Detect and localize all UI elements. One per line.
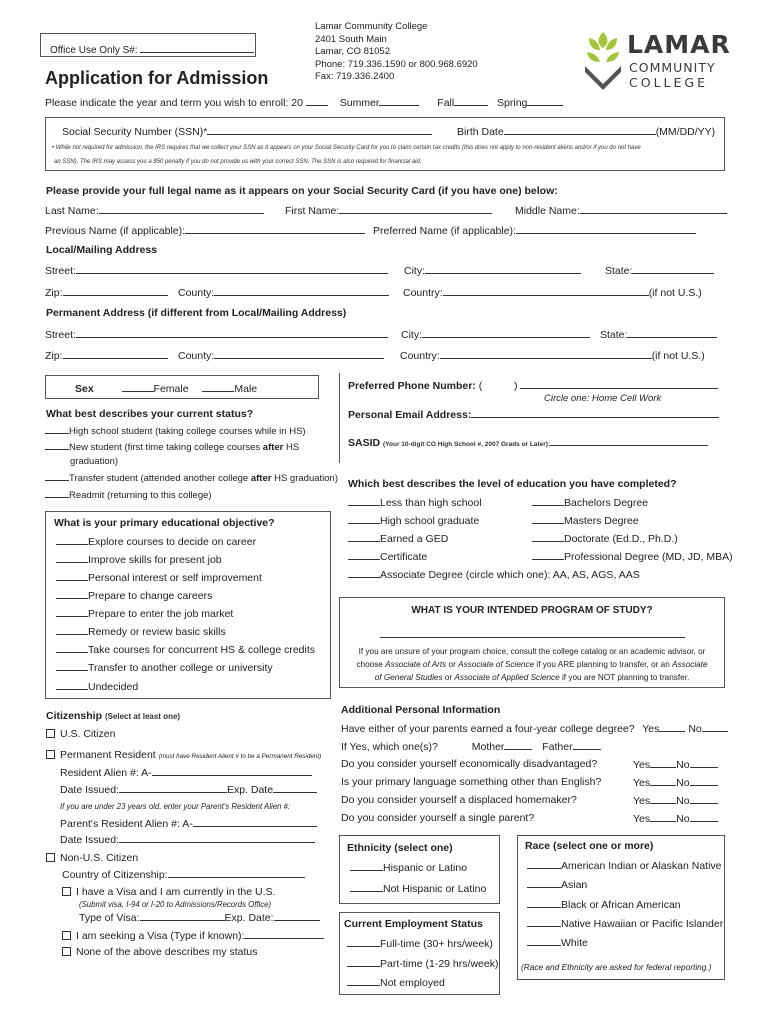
citizenship-heading: Citizenship — [46, 710, 103, 722]
single-parent-yesno[interactable] — [633, 812, 718, 825]
race-item-label: American Indian or Alaskan Native — [561, 860, 722, 872]
edu-item[interactable] — [348, 568, 640, 581]
objective-item[interactable] — [56, 607, 233, 620]
program-note-2f: Associate — [672, 660, 708, 669]
non-us-label: Non-U.S. Citizen — [60, 852, 139, 864]
single-parent-q: Do you consider yourself a single parent? — [341, 812, 535, 824]
alien-number-label: Resident Alien #: A- — [60, 767, 152, 779]
fall-field[interactable] — [454, 96, 488, 106]
term-row — [45, 96, 563, 109]
contact-box-border — [339, 373, 340, 463]
objective-item-label: Undecided — [88, 681, 139, 693]
employment-heading: Current Employment Status — [344, 918, 483, 930]
email-label: Personal Email Address: — [348, 409, 472, 421]
country-citizenship-field[interactable] — [62, 868, 305, 881]
ethnicity-item-label: Not Hispanic or Latino — [383, 883, 487, 895]
parents-no-field[interactable] — [702, 722, 728, 732]
program-note-2d: Associate of Science — [458, 660, 535, 669]
parent-alien-label: Parent's Resident Alien #: A- — [60, 818, 193, 830]
edu-item-label: Doctorate (Ed.D., Ph.D.) — [564, 533, 678, 545]
edu-item[interactable] — [532, 532, 678, 545]
race-item-label: Asian — [561, 879, 588, 891]
perm-street-label: Street: — [45, 329, 76, 341]
ssn-note-2: an SSN). The IRS may assess you a $50 penalty if you do not provide us with your correct SSN. The SSN is also required for financial aid. — [54, 159, 422, 165]
employment-item-label: Not employed — [380, 977, 445, 989]
edu-item[interactable] — [532, 550, 733, 563]
race-item[interactable] — [527, 936, 588, 949]
objective-item-label: Improve skills for present job — [88, 554, 222, 566]
employment-item[interactable] — [347, 957, 498, 970]
father-field[interactable] — [573, 740, 601, 750]
program-note-2c: or — [446, 660, 459, 669]
status-opt-transfer[interactable] — [45, 471, 338, 484]
sex-row — [75, 382, 257, 395]
office-use-label: Office Use Only S#: — [50, 45, 141, 56]
no-label: No — [676, 795, 690, 807]
objective-item-label: Prepare to change careers — [88, 590, 213, 602]
employment-item[interactable] — [347, 976, 445, 989]
term-summer: Summer — [339, 97, 380, 109]
exp-date-label: Exp. Date — [226, 784, 274, 796]
local-country-field[interactable] — [403, 286, 702, 299]
disadvantaged-q: Do you consider yourself economically disadvantaged? — [341, 758, 598, 770]
previous-name-field[interactable] — [45, 224, 365, 237]
none-checkbox[interactable] — [62, 947, 71, 956]
employment-item-label: Full-time (30+ hrs/week) — [380, 938, 493, 950]
female-field[interactable] — [122, 382, 154, 392]
status-opt-readmit-label: Readmit (returning to this college) — [69, 490, 212, 501]
parents-degree-q — [341, 722, 728, 735]
objective-item-label: Transfer to another college or university — [88, 662, 273, 674]
no-label: No — [676, 759, 690, 771]
leaf-logo-icon — [583, 28, 623, 90]
ethnicity-item[interactable] — [350, 882, 486, 895]
visa-option[interactable] — [62, 886, 275, 898]
sex-label: Sex — [75, 383, 94, 395]
additional-heading: Additional Personal Information — [341, 704, 501, 716]
program-note-1: If you are unsure of your program choice, consult the college catalog or an academic advisor, or — [358, 647, 706, 656]
parents-no-label: No — [688, 723, 702, 735]
program-note-3a: of General Studies — [374, 673, 443, 682]
objective-item-label: Take courses for concurrent HS & college credits — [88, 644, 316, 656]
visa-exp-label: Exp. Date: — [224, 912, 274, 924]
visa-label: I have a Visa and I am currently in the U.S. — [76, 886, 276, 898]
ssn-label: Social Security Number (SSN)* — [62, 126, 208, 138]
middle-name-label: Middle Name: — [515, 205, 580, 217]
college-name: Lamar Community College — [315, 21, 428, 32]
status-opt-new-label-b: after — [262, 442, 284, 453]
us-citizen-option[interactable] — [46, 728, 115, 740]
logo-college: COLLEGE — [629, 75, 708, 90]
first-name-field[interactable] — [285, 204, 492, 217]
us-citizen-label: U.S. Citizen — [60, 728, 116, 740]
mother-label: Mother — [471, 741, 505, 753]
edu-item-label: Professional Degree (MD, JD, MBA) — [564, 551, 733, 563]
visa-hint: (Submit visa, I-94 or I-20 to Admissions/Records Office) — [79, 900, 272, 909]
year-field[interactable] — [306, 96, 328, 106]
program-note-3c: Associate of Applied Science — [454, 673, 560, 682]
citizenship-heading-row — [46, 710, 180, 722]
office-use-field[interactable] — [50, 43, 254, 56]
mother-field[interactable] — [504, 740, 532, 750]
local-zip-label: Zip: — [45, 287, 63, 299]
male-field[interactable] — [202, 382, 234, 392]
college-fax: Fax: 719.336.2400 — [315, 71, 395, 82]
yes-label: Yes — [633, 777, 651, 789]
homemaker-q: Do you consider yourself a displaced homemaker? — [341, 794, 577, 806]
disadvantaged-yesno[interactable] — [633, 758, 718, 771]
non-us-option[interactable] — [46, 852, 138, 864]
status-opt-transfer-label-b: after — [250, 473, 272, 484]
edu-item-label: Masters Degree — [564, 515, 639, 527]
yes-label: Yes — [633, 795, 651, 807]
edu-item[interactable] — [532, 514, 639, 527]
ethnicity-heading: Ethnicity (select one) — [347, 842, 453, 854]
local-city-label: City: — [404, 265, 425, 277]
program-note — [339, 645, 725, 684]
yes-label: Yes — [633, 813, 651, 825]
visa-checkbox[interactable] — [62, 887, 71, 896]
homemaker-yesno[interactable] — [633, 794, 718, 807]
parent-date-field[interactable] — [60, 833, 315, 846]
status-opt-transfer-label-c: HS graduation) — [271, 473, 338, 484]
objective-item[interactable] — [56, 625, 226, 638]
parent-date-label: Date Issued: — [60, 834, 119, 846]
ssn-field[interactable] — [62, 125, 432, 138]
race-item[interactable] — [527, 898, 681, 911]
objective-item[interactable] — [56, 661, 273, 674]
no-label: No — [676, 813, 690, 825]
local-state-label: State: — [605, 265, 633, 277]
edu-item-label: Earned a GED — [380, 533, 449, 545]
perm-resident-label: Permanent Resident — [60, 749, 156, 761]
edu-item[interactable] — [532, 496, 648, 509]
phone-paren-close: ) — [514, 380, 518, 392]
race-item[interactable] — [527, 917, 723, 930]
seeking-visa-checkbox[interactable] — [62, 931, 71, 940]
edu-item[interactable] — [348, 532, 448, 545]
non-us-checkbox[interactable] — [46, 853, 55, 862]
college-street: 2401 South Main — [315, 33, 387, 45]
program-note-3d: if you are NOT planning to transfer. — [559, 673, 690, 682]
last-name-field[interactable] — [45, 204, 264, 217]
edu-item[interactable] — [348, 496, 482, 509]
race-item-label: White — [561, 937, 588, 949]
parents-degree-label: Have either of your parents earned a four-year college degree? — [341, 723, 635, 735]
first-name-label: First Name: — [285, 205, 340, 217]
perm-resident-hint: (must have Resident Alient # to be a Permanent Resident) — [158, 753, 322, 760]
local-city-field[interactable] — [404, 264, 581, 277]
perm-zip-label: Zip: — [45, 350, 63, 362]
college-phone: Phone: 719.336.1590 or 800.968.6920 — [315, 58, 478, 70]
term-spring: Spring — [497, 97, 528, 109]
program-note-3b: or — [442, 673, 455, 682]
objective-item[interactable] — [56, 589, 212, 602]
logo-community: COMMUNITY — [629, 60, 716, 75]
edu-item[interactable] — [348, 550, 427, 563]
perm-state-label: State: — [600, 329, 628, 341]
local-country-label: Country: — [403, 287, 443, 299]
seeking-visa-label: I am seeking a Visa (Type if known): — [76, 930, 245, 942]
perm-county-field[interactable] — [178, 349, 384, 362]
edu-item-label: Certificate — [380, 551, 428, 563]
program-heading: WHAT IS YOUR INTENDED PROGRAM OF STUDY? — [411, 605, 653, 616]
ssn-note-1: • While not required for admission, the IRS requires that we collect your SSN as it appears on your Social Security Card for you to claim certain tax credits (this does not apply to non-resident aliens and/or if you do not have — [52, 145, 641, 151]
email-field[interactable] — [348, 408, 719, 421]
program-note-2a: choose — [356, 660, 386, 669]
local-not-us: (if not U.S.) — [648, 287, 702, 299]
birth-date-field[interactable] — [457, 125, 715, 138]
local-street-label: Street: — [45, 265, 76, 277]
objective-item[interactable] — [56, 535, 256, 548]
status-opt-new-label-c: HS — [283, 442, 300, 453]
logo-lamar: LAMAR — [627, 30, 731, 59]
parents-yes-field[interactable] — [659, 722, 685, 732]
ethnicity-item[interactable] — [350, 861, 467, 874]
female-label: Female — [153, 383, 189, 395]
perm-street-field[interactable] — [45, 328, 388, 341]
race-item[interactable] — [527, 878, 587, 891]
employment-item-label: Part-time (1-29 hrs/week) — [380, 958, 499, 970]
college-address — [315, 21, 478, 84]
edu-item-label: Bachelors Degree — [564, 497, 649, 509]
under23-note: If you are under 23 years old, enter your Parent's Resident Alien #: — [60, 802, 291, 811]
objective-item[interactable] — [56, 553, 222, 566]
status-opt-readmit[interactable] — [45, 488, 212, 501]
citizenship-hint: (Select at least one) — [104, 712, 181, 721]
employment-item[interactable] — [347, 937, 493, 950]
phone-field[interactable] — [348, 379, 718, 392]
sasid-hint: (Your 10-digit CO High School #, 2007 Grads or Later): — [383, 441, 551, 448]
education-heading: Which best describes the level of education you have completed? — [348, 478, 677, 490]
preferred-name-field[interactable] — [373, 224, 696, 237]
no-label: No — [676, 777, 690, 789]
date-issued-field[interactable] — [60, 783, 317, 796]
term-fall: Fall — [437, 97, 455, 109]
perm-state-field[interactable] — [600, 328, 717, 341]
local-county-field[interactable] — [178, 286, 389, 299]
summer-field[interactable] — [379, 96, 419, 106]
status-opt-new-label-a: New student (first time taking college courses — [69, 442, 263, 453]
perm-zip-field[interactable] — [45, 349, 168, 362]
program-note-2 — [339, 658, 725, 671]
program-note-2e: if you ARE planning to transfer, or an — [534, 660, 673, 669]
status-opt-new-cont: graduation) — [70, 456, 119, 467]
objective-item-label: Personal interest or self improvement — [88, 572, 262, 584]
status-heading: What best describes your current status? — [46, 408, 254, 420]
local-state-field[interactable] — [605, 264, 714, 277]
local-street-field[interactable] — [45, 264, 388, 277]
ethnicity-item-label: Hispanic or Latino — [383, 862, 468, 874]
perm-resident-option[interactable] — [46, 749, 321, 761]
birth-label: Birth Date — [457, 126, 504, 138]
objective-item-label: Remedy or review basic skills — [88, 626, 226, 638]
perm-resident-checkbox[interactable] — [46, 750, 55, 759]
race-note: (Race and Ethnicity are asked for federal reporting.) — [521, 962, 712, 972]
perm-city-label: City: — [401, 329, 422, 341]
objective-item[interactable] — [56, 680, 138, 693]
country-citizenship-label: Country of Citizenship: — [62, 869, 168, 881]
objective-heading: What is your primary educational objective? — [54, 517, 275, 529]
visa-type-field[interactable] — [79, 911, 320, 924]
none-label: None of the above describes my status — [76, 946, 258, 958]
language-q: Is your primary language something other than English? — [341, 776, 602, 788]
perm-not-us: (if not U.S.) — [651, 350, 705, 362]
edu-item-label: High school graduate — [380, 515, 480, 527]
edu-item[interactable] — [348, 514, 479, 527]
program-note-2b: Associate of Arts — [385, 660, 447, 669]
race-item-label: Native Hawaiian or Pacific Islander — [561, 918, 724, 930]
status-opt-new[interactable] — [45, 440, 299, 453]
phone-label: Preferred Phone Number: — [348, 380, 476, 392]
objective-item-label: Explore courses to decide on career — [88, 536, 257, 548]
perm-city-field[interactable] — [401, 328, 590, 341]
edu-item-label: Less than high school — [380, 497, 482, 509]
middle-name-field[interactable] — [515, 204, 727, 217]
which-parent-q — [341, 740, 601, 753]
which-parent-label: If Yes, which one(s)? — [341, 741, 438, 753]
college-logo — [583, 28, 733, 92]
none-option[interactable] — [62, 946, 258, 958]
male-label: Male — [234, 383, 258, 395]
yes-label: Yes — [633, 759, 651, 771]
perm-country-label: Country: — [400, 350, 440, 362]
sasid-label: SASID — [348, 437, 381, 449]
seeking-visa-option[interactable] — [62, 929, 324, 942]
status-opt-transfer-label-a: Transfer student (attended another college — [69, 473, 251, 484]
status-opt-hs[interactable] — [45, 424, 306, 437]
date-issued-label: Date Issued: — [60, 784, 119, 796]
local-heading: Local/Mailing Address — [46, 244, 158, 256]
perm-country-field[interactable] — [400, 349, 705, 362]
term-prompt: Please indicate the year and term you wish to enroll: 20 — [45, 97, 303, 109]
spring-field[interactable] — [527, 96, 563, 106]
objective-item[interactable] — [56, 571, 262, 584]
birth-format: (MM/DD/YY) — [655, 126, 716, 138]
parent-alien-field[interactable] — [60, 817, 317, 830]
alien-number-field[interactable] — [60, 766, 312, 779]
permanent-heading: Permanent Address (if different from Local/Mailing Address) — [46, 307, 347, 319]
status-opt-hs-label: High school student (taking college courses while in HS) — [69, 426, 306, 437]
sasid-field[interactable] — [348, 436, 708, 449]
program-field[interactable] — [380, 628, 685, 638]
objective-item[interactable] — [56, 643, 315, 656]
us-citizen-checkbox[interactable] — [46, 729, 55, 738]
local-county-label: County: — [178, 287, 215, 299]
language-yesno[interactable] — [633, 776, 718, 789]
last-name-label: Last Name: — [45, 205, 99, 217]
visa-type-label: Type of Visa: — [79, 912, 140, 924]
preferred-name-label: Preferred Name (if applicable): — [373, 225, 516, 237]
race-item[interactable] — [527, 859, 722, 872]
race-heading: Race (select one or more) — [525, 840, 654, 852]
program-note-3 — [339, 671, 725, 684]
page-title: Application for Admission — [45, 68, 269, 88]
parents-yes-label: Yes — [642, 723, 660, 735]
perm-county-label: County: — [178, 350, 215, 362]
name-heading: Please provide your full legal name as it appears on your Social Security Card (if you have one) below: — [46, 185, 558, 197]
phone-paren-open: ( — [478, 380, 483, 392]
local-zip-field[interactable] — [45, 286, 168, 299]
phone-type-options[interactable]: Circle one: Home Cell Work — [544, 393, 662, 404]
objective-item-label: Prepare to enter the job market — [88, 608, 234, 620]
race-item-label: Black or African American — [561, 899, 681, 911]
father-label: Father — [542, 741, 573, 753]
previous-name-label: Previous Name (if applicable): — [45, 225, 186, 237]
college-city: Lamar, CO 81052 — [315, 46, 390, 57]
edu-item-label: Associate Degree (circle which one): AA, AS, AGS, AAS — [380, 569, 640, 581]
